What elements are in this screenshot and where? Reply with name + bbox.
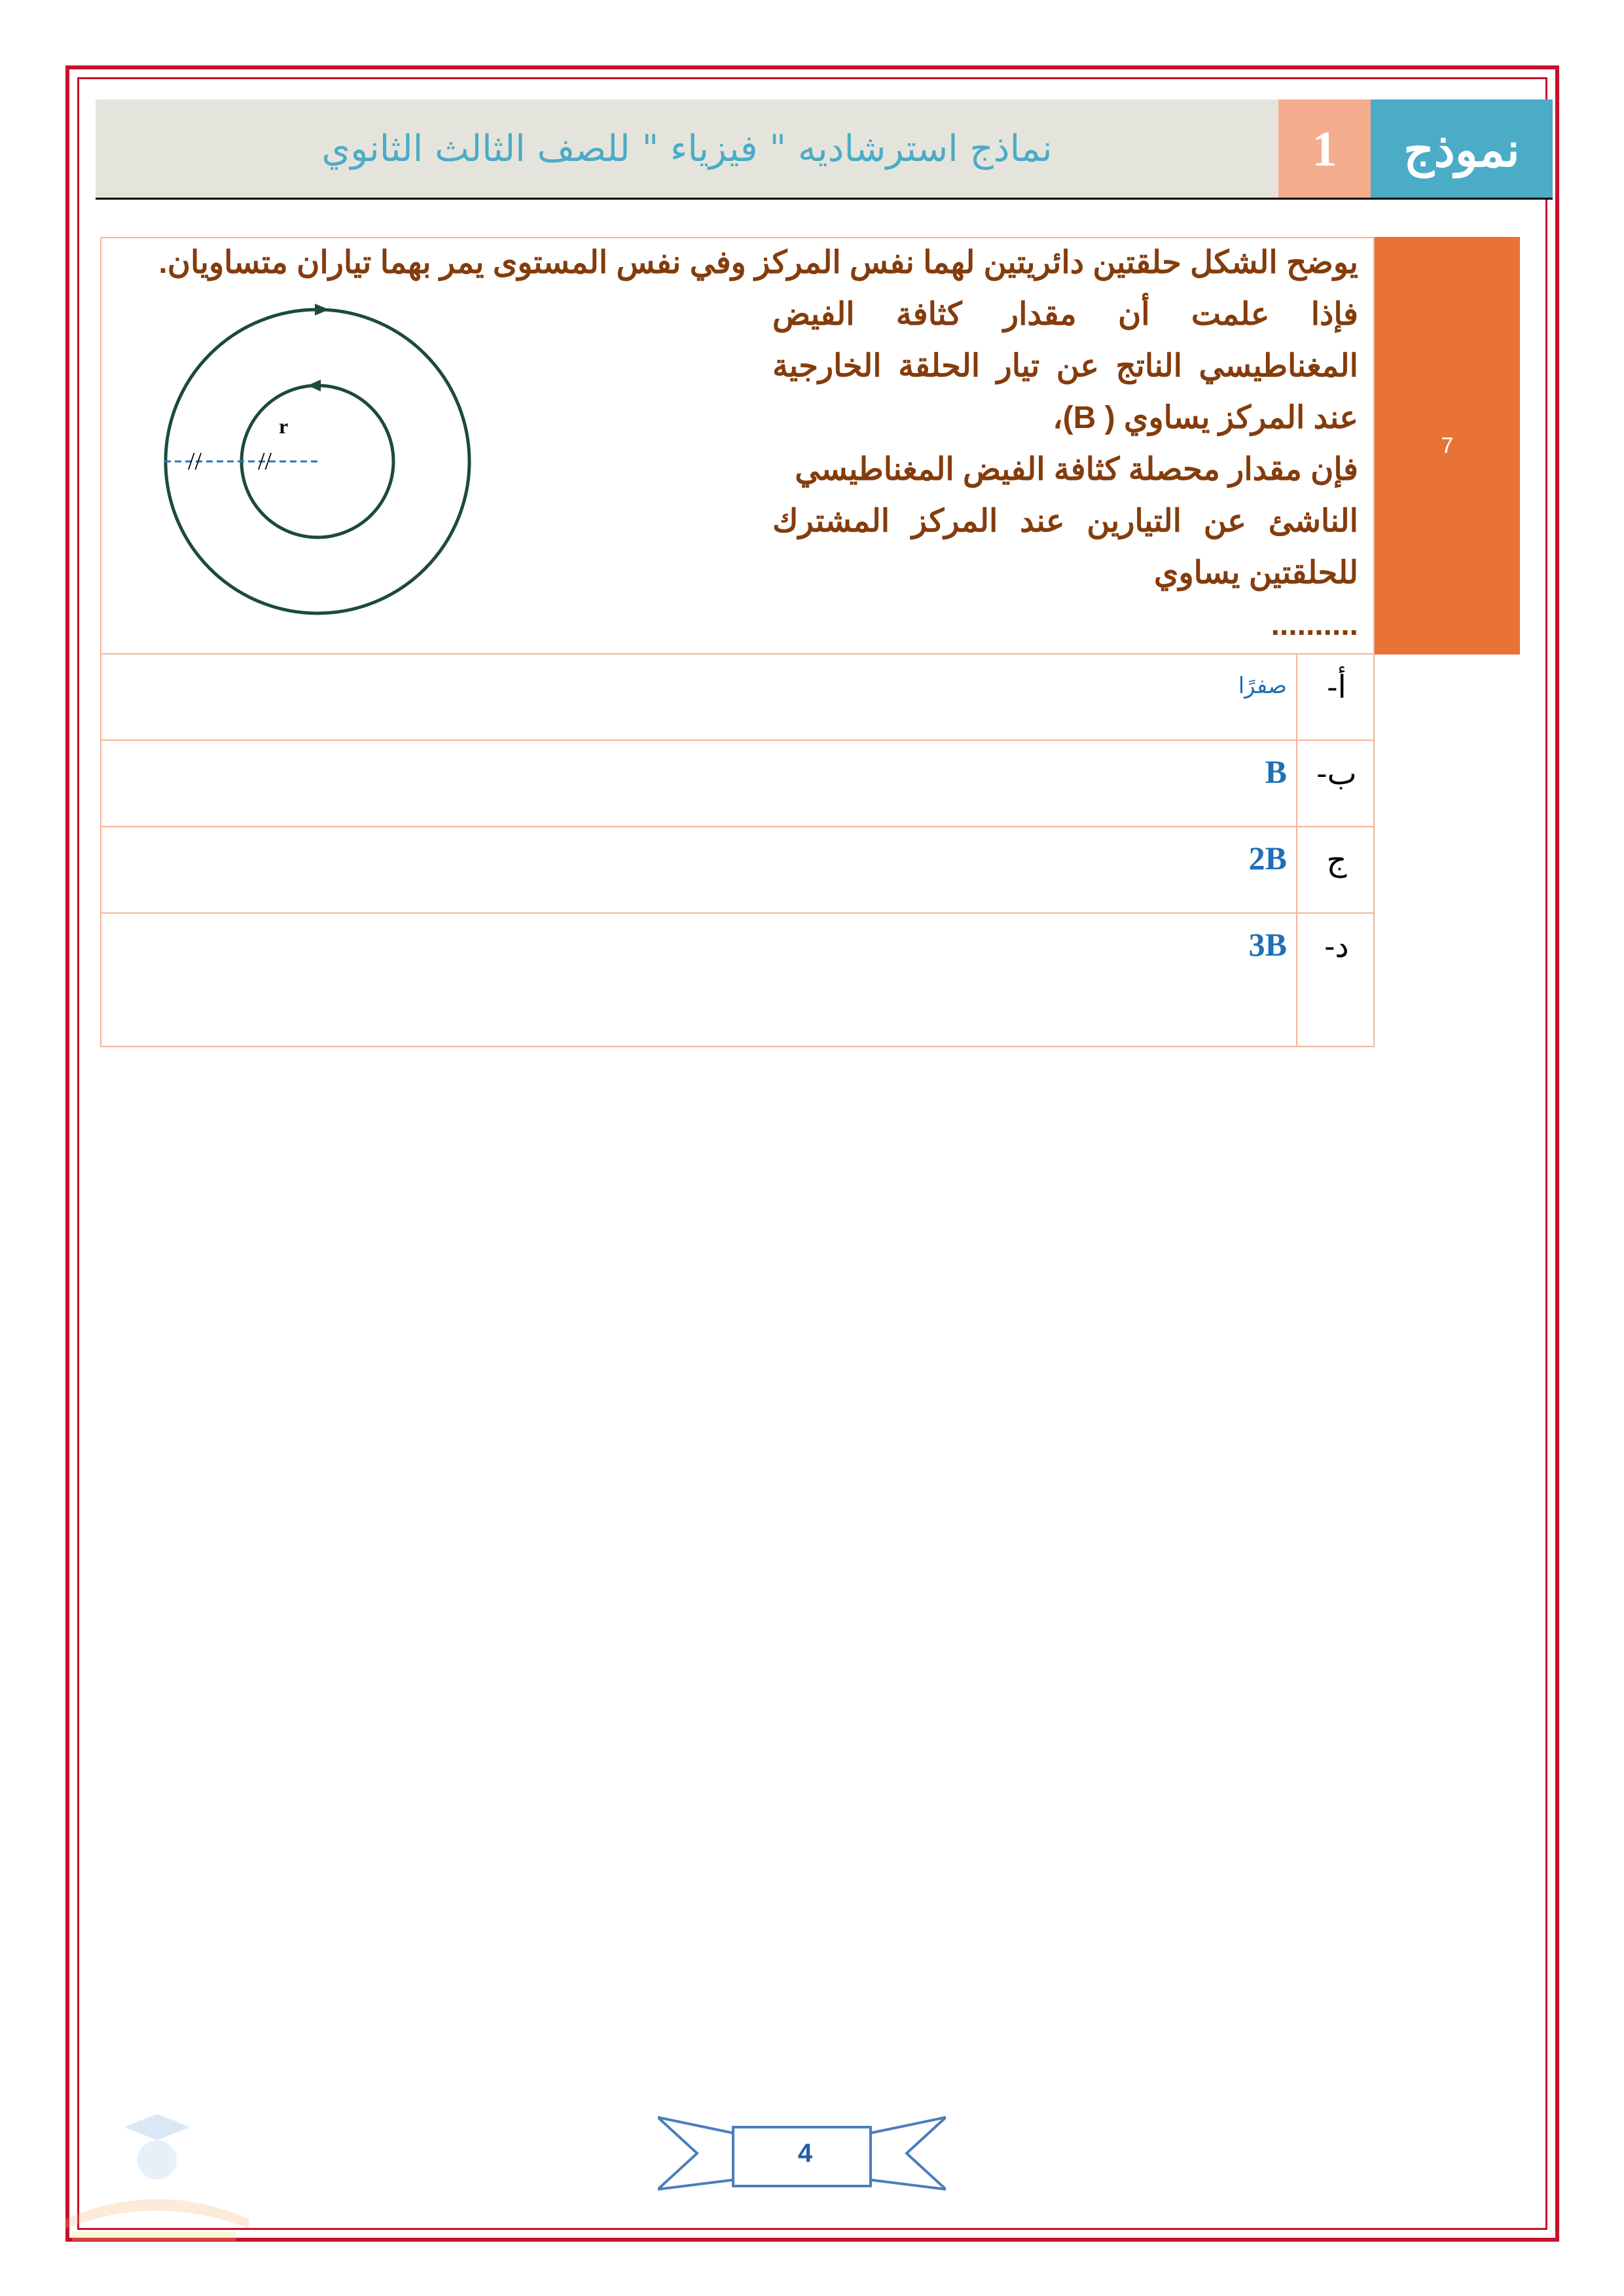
- model-label: نموذج: [1371, 99, 1553, 199]
- concentric-loops-figure: [160, 288, 488, 628]
- question-line-4: الناشئ عن التيارين عند المركز المشترك للحلقتين يساوي: [772, 504, 1358, 590]
- model-number: 1: [1278, 99, 1371, 199]
- answers-table: [100, 655, 1375, 1047]
- question-line-5: ..........: [1271, 607, 1358, 642]
- outer-current-arrow: [315, 304, 329, 315]
- answer-letter: ج: [1326, 842, 1347, 878]
- answer-value: 2B: [1248, 840, 1287, 876]
- question-line-3: فإن مقدار محصلة كثافة الفيض المغناطيسي: [795, 452, 1358, 487]
- tick-mark-inner: //: [258, 448, 272, 475]
- answer-option-c[interactable]: [100, 827, 1375, 914]
- question-number: 7: [1375, 237, 1520, 655]
- tick-mark-outer: //: [188, 448, 202, 475]
- header-underline: [96, 198, 1553, 200]
- question-line-2: فإذا علمت أن مقدار كثافة الفيض المغناطيسي الناتج عن تيار الحلقة الخارجية عند المركز يساوي ( B)،: [772, 297, 1358, 435]
- answer-value: B: [1265, 753, 1287, 790]
- inner-current-arrow: [308, 380, 321, 391]
- answer-option-a[interactable]: [100, 655, 1375, 741]
- answer-letter: د-: [1324, 928, 1349, 965]
- answer-letter: أ-: [1327, 669, 1346, 706]
- answer-letter: ب-: [1316, 755, 1357, 792]
- answer-option-b[interactable]: [100, 741, 1375, 827]
- answer-value: 3B: [1248, 926, 1287, 963]
- radius-label: r: [279, 414, 289, 438]
- question-line-1: يوضح الشكل حلقتين دائريتين لهما نفس المركز وفي نفس المستوى يمر بهما تياران متساويان.: [158, 245, 1358, 280]
- page-number: 4: [797, 2138, 813, 2168]
- answer-option-d[interactable]: [100, 914, 1375, 1047]
- page-title: نماذج استرشاديه " فيزياء " للصف الثالث الثانوي: [96, 99, 1278, 198]
- answer-value: صفرًا: [1238, 673, 1287, 699]
- watermark-logo-icon: [52, 2108, 255, 2258]
